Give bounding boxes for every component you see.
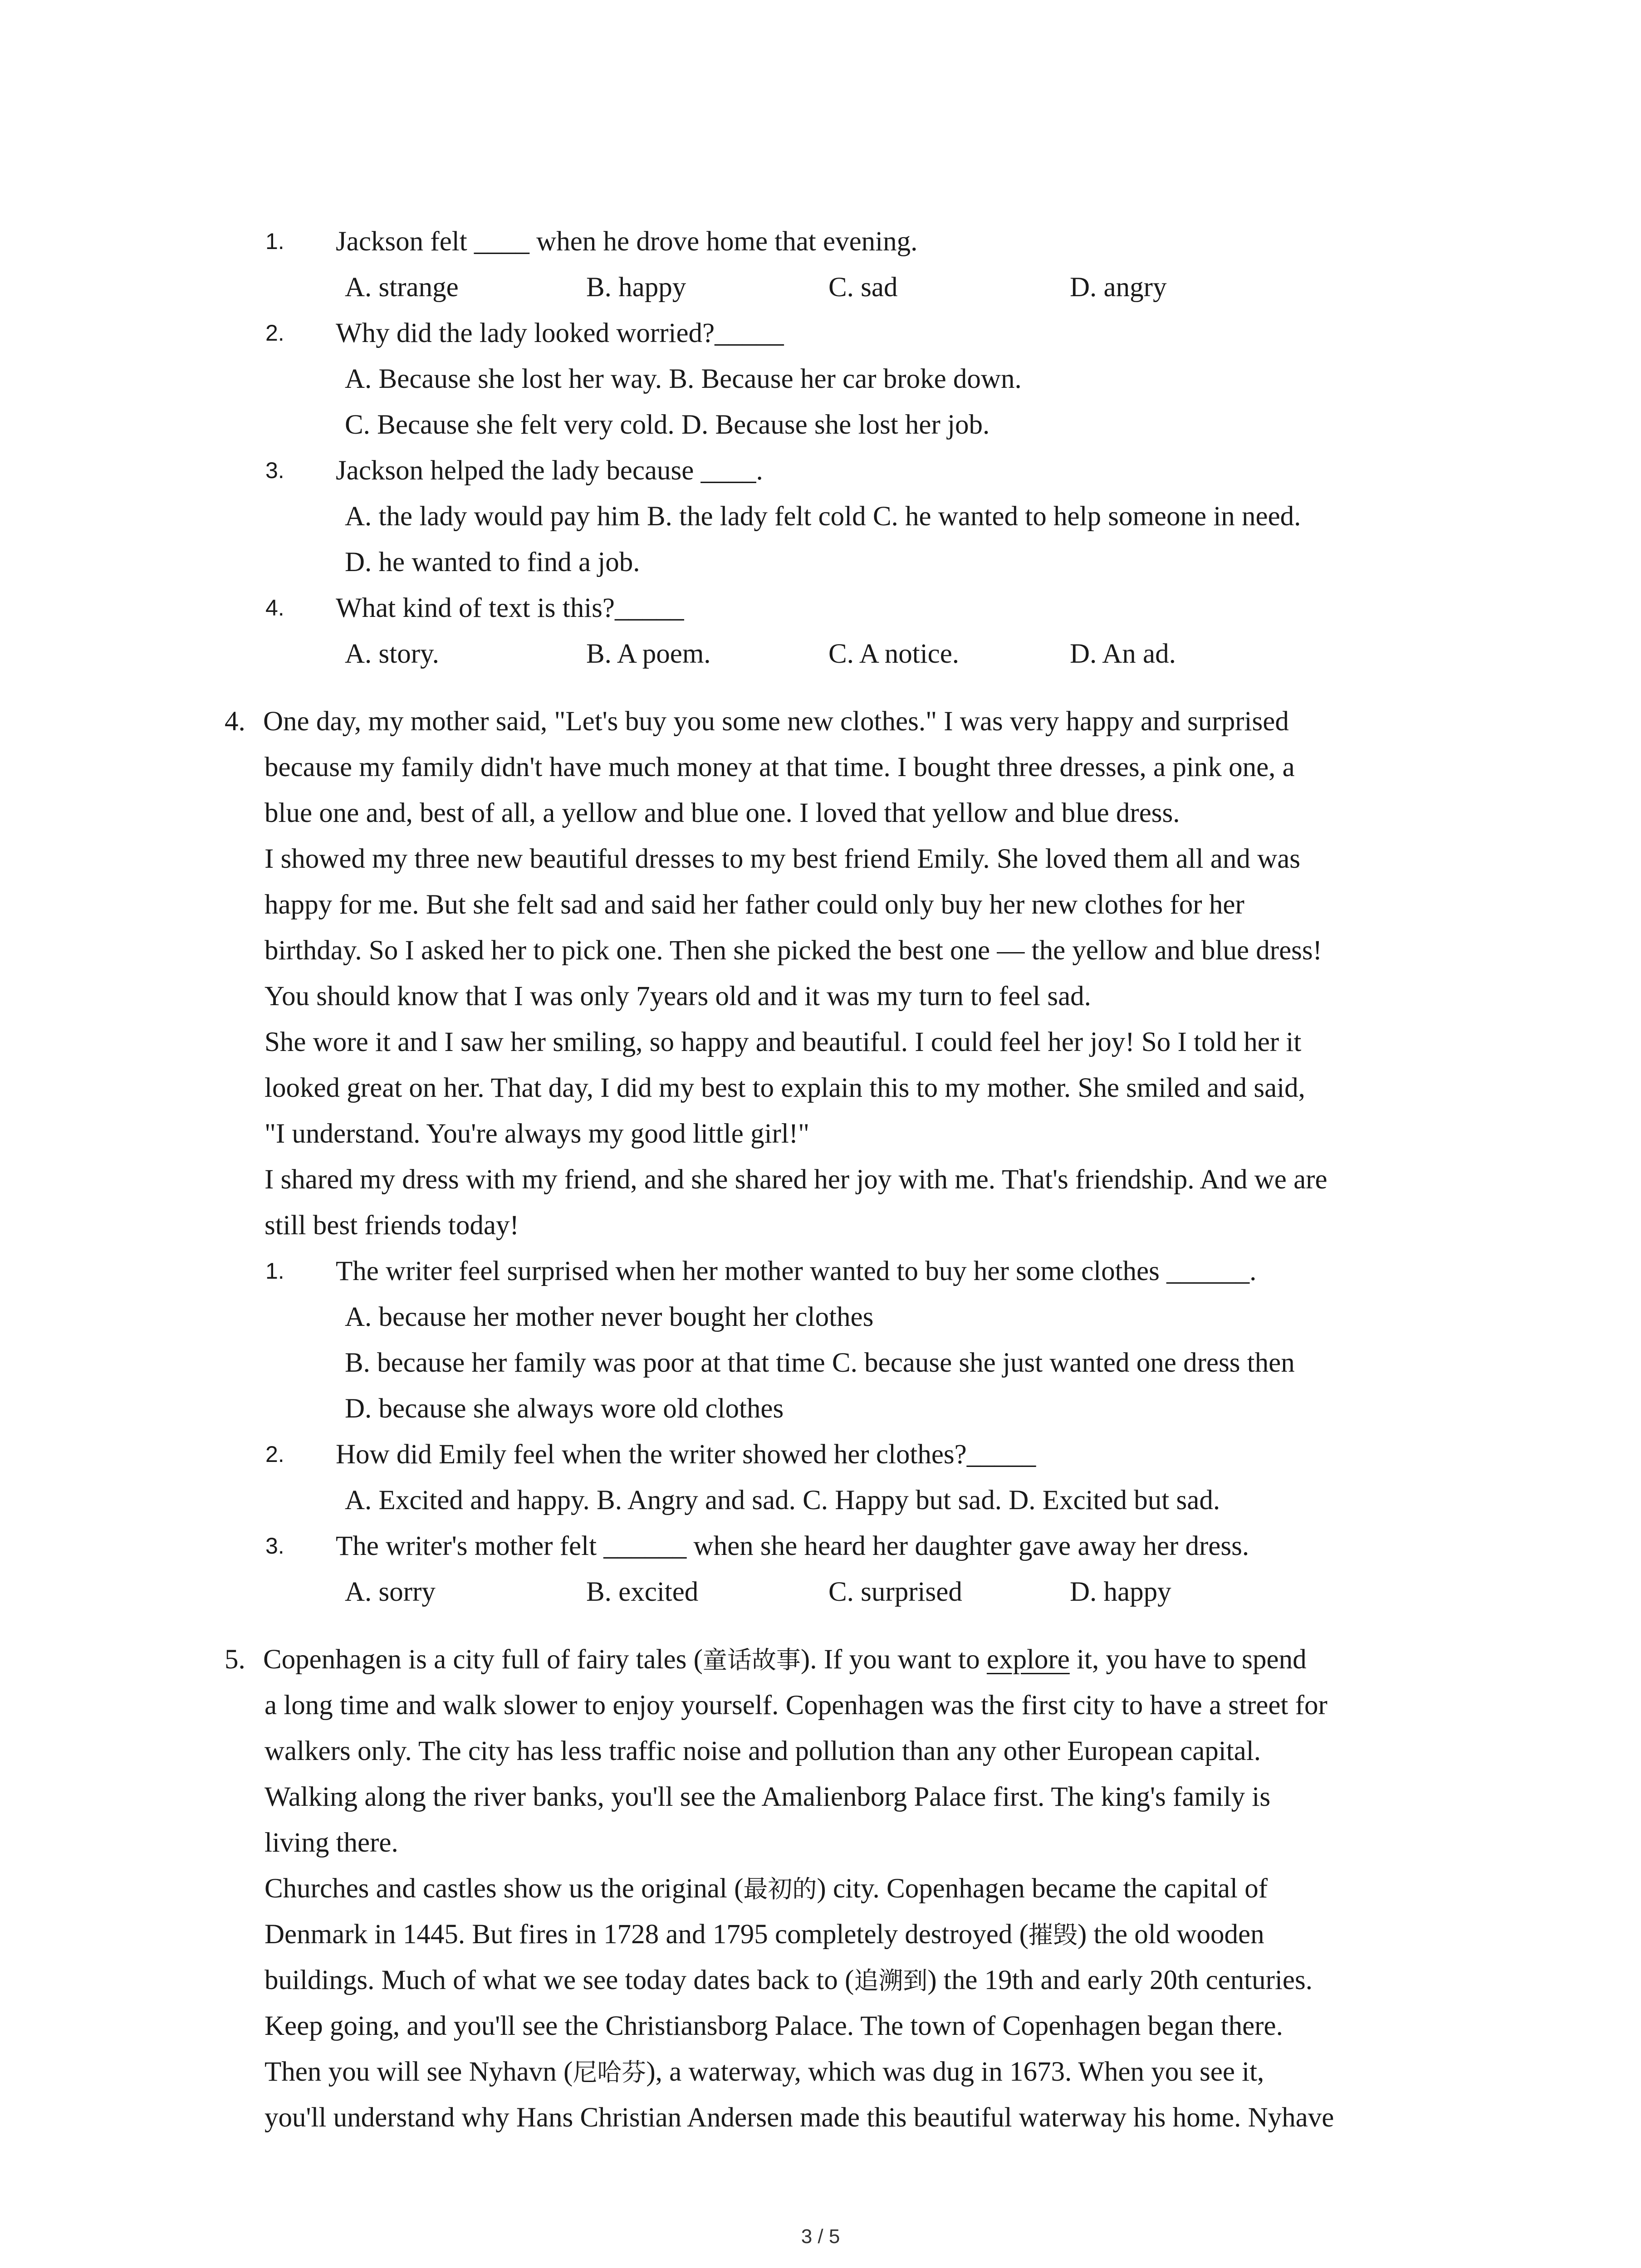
passage-line: Denmark in 1445. But fires in 1728 and 1795 completely destroyed (摧毁) the old wooden [265, 1919, 1264, 1950]
passage-line: Keep going, and you'll see the Christiansborg Palace. The town of Copenhagen began there. [265, 2011, 1283, 2041]
underlined-word: explore [986, 1644, 1070, 1675]
passage-line: because my family didn't have much money at that time. I bought three dresses, a pink one, a [265, 752, 1295, 782]
option-d: D. happy [1070, 1577, 1171, 1607]
option-d: D. angry [1070, 272, 1167, 303]
passage-line: still best friends today! [265, 1210, 519, 1241]
page-number: 3 / 5 [801, 2225, 840, 2248]
option-b: B. happy [586, 272, 686, 303]
passage-line: You should know that I was only 7years old and it was my turn to feel sad. [265, 981, 1091, 1012]
option-a: A. sorry [345, 1577, 436, 1607]
question-number: 3. [265, 458, 284, 483]
question-stem: The writer's mother felt ______ when she heard her daughter gave away her dress. [336, 1531, 1249, 1561]
question-stem: Why did the lady looked worried?_____ [336, 318, 784, 348]
passage-line: looked great on her. That day, I did my best to explain this to my mother. She smiled and said, [265, 1073, 1305, 1103]
options-line: C. Because she felt very cold. D. Because she lost her job. [345, 410, 990, 440]
passage-line: buildings. Much of what we see today dates back to (追溯到) the 19th and early 20th centuries. [265, 1965, 1313, 1995]
question-number: 2. [265, 320, 284, 346]
passage-line: you'll understand why Hans Christian Andersen made this beautiful waterway his home. Nyhave [265, 2102, 1334, 2133]
passage-line: I showed my three new beautiful dresses to my best friend Emily. She loved them all and was [265, 844, 1301, 874]
question-number: 1. [265, 1258, 284, 1284]
passage-line: happy for me. But she felt sad and said her father could only buy her new clothes for her [265, 890, 1244, 920]
option-a: A. story. [345, 639, 439, 669]
passage-line: Copenhagen is a city full of fairy tales (童话故事). If you want to explore it, you have to spend [263, 1644, 1307, 1675]
question-stem: The writer feel surprised when her mother wanted to buy her some clothes ______. [336, 1256, 1257, 1286]
passage-line: Walking along the river banks, you'll see the Amalienborg Palace first. The king's family is [265, 1782, 1271, 1812]
options-line: A. Because she lost her way. B. Because her car broke down. [345, 364, 1022, 394]
question-stem: Jackson felt ____ when he drove home that evening. [336, 226, 918, 257]
option-a: A. strange [345, 272, 459, 303]
question-number: 4. [265, 595, 284, 621]
options-line: D. he wanted to find a job. [345, 547, 640, 577]
passage-line: living there. [265, 1828, 398, 1858]
passage-line: She wore it and I saw her smiling, so happy and beautiful. I could feel her joy! So I told her it [265, 1027, 1302, 1057]
question-number: 2. [265, 1442, 284, 1467]
option-c: C. surprised [828, 1577, 962, 1607]
passage-number: 5. [225, 1644, 245, 1675]
passage-line: "I understand. You're always my good little girl!" [265, 1119, 809, 1149]
option-b: B. excited [586, 1577, 699, 1607]
passage-line: blue one and, best of all, a yellow and blue one. I loved that yellow and blue dress. [265, 798, 1180, 828]
option-c: C. A notice. [828, 639, 960, 669]
passage-number: 4. [225, 706, 245, 737]
passage-line: birthday. So I asked her to pick one. Then she picked the best one — the yellow and blue dress! [265, 935, 1322, 966]
options-line: A. Excited and happy. B. Angry and sad. C. Happy but sad. D. Excited but sad. [345, 1485, 1220, 1515]
passage-line: Churches and castles show us the original (最初的) city. Copenhagen became the capital of [265, 1873, 1268, 1904]
question-stem: How did Emily feel when the writer showed her clothes?_____ [336, 1439, 1036, 1470]
option-d: D. An ad. [1070, 639, 1176, 669]
question-stem: What kind of text is this?_____ [336, 593, 684, 623]
question-number: 1. [265, 229, 284, 254]
options-line: D. because she always wore old clothes [345, 1393, 784, 1424]
option-b: B. A poem. [586, 639, 711, 669]
question-number: 3. [265, 1533, 284, 1559]
question-stem: Jackson helped the lady because ____. [336, 455, 763, 486]
passage-line: Then you will see Nyhavn (尼哈芬), a waterway, which was dug in 1673. When you see it, [265, 2057, 1264, 2087]
passage-line: I shared my dress with my friend, and she shared her joy with me. That's friendship. And we are [265, 1164, 1327, 1195]
passage-line: One day, my mother said, "Let's buy you some new clothes." I was very happy and surprised [263, 706, 1289, 737]
passage-line: walkers only. The city has less traffic noise and pollution than any other European capital. [265, 1736, 1261, 1766]
options-line: A. the lady would pay him B. the lady felt cold C. he wanted to help someone in need. [345, 501, 1301, 532]
options-line: B. because her family was poor at that time C. because she just wanted one dress then [345, 1348, 1295, 1378]
passage-line: a long time and walk slower to enjoy yourself. Copenhagen was the first city to have a street for [265, 1690, 1327, 1721]
option-c: C. sad [828, 272, 898, 303]
options-line: A. because her mother never bought her clothes [345, 1302, 874, 1332]
